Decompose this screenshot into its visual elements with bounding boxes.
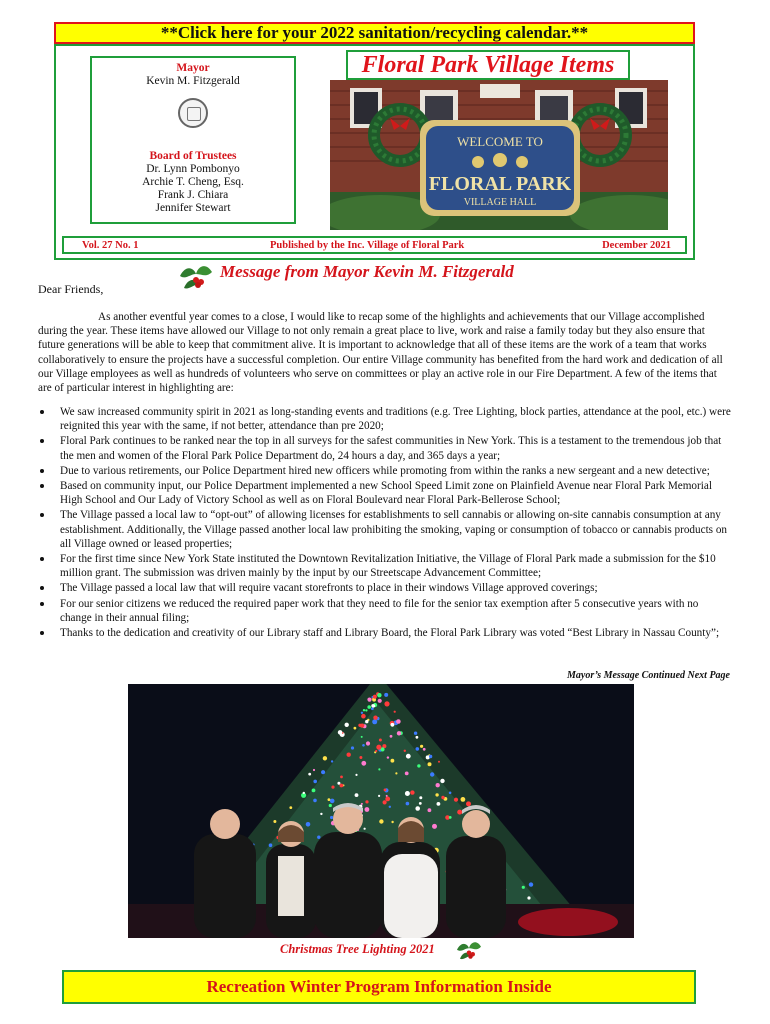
photo-caption: Christmas Tree Lighting 2021: [280, 942, 435, 956]
list-item: The Village passed a local law to “opt-out” of allowing licenses for establishments to sell cannabis or allowing on-site cannabis consumption at any establishment. Additionally, the Village passed another local law prohibiting the smoking, vaping or consumption of tobacco or cannabis products on all Village owned or leased properties;: [38, 508, 732, 551]
greeting: Dear Friends,: [38, 282, 104, 296]
tree-light: [378, 699, 382, 703]
tree-light: [364, 828, 366, 830]
tree-light: [391, 759, 395, 763]
tree-light: [420, 745, 423, 748]
tree-light: [454, 798, 458, 802]
tree-light: [340, 784, 344, 788]
tree-light: [313, 769, 315, 771]
publisher-line: Published by the Inc. Village of Floral Park: [270, 240, 465, 251]
tree-light: [361, 736, 363, 738]
tree-light: [303, 792, 305, 794]
intro-paragraph: As another eventful year comes to a close, I would like to recap some of the highlights and achievements that our Village accomplished during the year. These items have allowed our Village to not only remain a great place to live, work and raise a family today but they also ensure that future generations will be able to keep that commitment alive. It is important to acknowledge that all of these items are the work of a team that works collaboratively to ensure the projects have a successful completion. Our entire Village community has benefited from the hard work and dedication of all our Village employees as well as hundreds of volunteers who serve on committees or play an active role in our Fire Department. A few of the items that are of particular interest in highlighting are:: [38, 311, 723, 395]
officials-box: [90, 56, 296, 224]
newsletter-title: Floral Park Village Items: [346, 50, 630, 80]
tree-light: [429, 755, 432, 758]
tree-light: [313, 799, 317, 803]
highlights-list: [38, 405, 732, 641]
tree-light: [361, 714, 366, 719]
tree-light: [389, 806, 391, 808]
tree-light: [416, 747, 420, 751]
tree-light: [428, 808, 432, 812]
tree-light: [415, 806, 420, 811]
tree-light: [396, 719, 401, 724]
tree-light: [437, 802, 441, 806]
tree-light: [457, 810, 462, 815]
list-item: Floral Park continues to be ranked near the top in all surveys for the safest communities in New York. This is a testament to the tremendous job that the men and women of the Floral Park Police Department do, 24 hours a day, and 365 days a year;: [38, 434, 732, 462]
tree-light: [328, 798, 331, 801]
trustee-name: Frank J. Chiara: [157, 189, 229, 201]
tree-light: [367, 698, 371, 702]
tree-light: [321, 770, 325, 774]
tree-light: [313, 780, 317, 784]
tree-light: [361, 761, 366, 766]
trustee-name: Dr. Lynn Pombonyo: [146, 163, 240, 175]
tree-light: [406, 802, 410, 806]
recreation-program-banner[interactable]: Recreation Winter Program Information Inside: [62, 970, 696, 1004]
tree-light: [390, 735, 393, 738]
masthead: [54, 44, 695, 260]
tree-light: [384, 789, 387, 792]
tree-light: [377, 693, 381, 697]
tree-light: [373, 695, 377, 699]
tree-light: [338, 730, 343, 735]
tree-light: [383, 800, 387, 804]
tree-light: [410, 790, 414, 794]
tree-light: [387, 756, 389, 758]
sanitation-calendar-link[interactable]: **Click here for your 2022 sanitation/recycling calendar.**: [54, 22, 695, 44]
tree-light: [363, 709, 365, 711]
tree-light: [376, 745, 381, 750]
tree-light: [355, 793, 359, 797]
tree-light: [529, 882, 533, 886]
tree-light: [379, 739, 382, 742]
tree-light: [384, 693, 388, 697]
tree-light: [461, 797, 466, 802]
tree-light: [365, 720, 368, 723]
tree-light: [375, 750, 377, 752]
tree-light: [367, 705, 371, 709]
tree-light: [365, 807, 370, 812]
holly-icon: [176, 258, 216, 292]
tree-light: [365, 709, 367, 711]
message-heading: Message from Mayor Kevin M. Fitzgerald: [220, 262, 514, 281]
tree-light: [330, 799, 335, 804]
tree-light: [438, 761, 440, 763]
village-seal-icon: [178, 98, 208, 128]
tree-light: [395, 772, 397, 774]
tree-light: [404, 750, 406, 752]
tree-light: [414, 732, 417, 735]
tree-light: [419, 796, 422, 799]
tree-light: [391, 723, 395, 727]
tree-light: [522, 886, 525, 889]
tree-light: [289, 806, 292, 809]
tree-light: [417, 764, 420, 767]
tree-light: [331, 786, 334, 789]
issue-date: December 2021: [602, 240, 671, 251]
tree-light: [405, 772, 409, 776]
tree-light: [416, 736, 419, 739]
tree-light: [366, 741, 370, 745]
tree-light: [449, 792, 452, 795]
village-hall-photo: [330, 80, 668, 230]
tree-light: [371, 704, 374, 707]
holly-icon: [454, 936, 484, 962]
tree-light: [362, 744, 365, 747]
tree-light: [329, 804, 332, 807]
issue-volume: Vol. 27 No. 1: [82, 240, 139, 251]
tree-light: [419, 802, 422, 805]
tree-light: [323, 756, 327, 760]
tree-light: [430, 772, 434, 776]
tree-light: [372, 719, 377, 724]
tree-light: [441, 796, 444, 799]
list-item: For the first time since New York State instituted the Downtown Revitalization Initiative, the Village of Floral Park made a submission for the $10 million grant. The submission was driven mainly by the input by our Streetscape Advancement Committee;: [38, 552, 732, 580]
tree-light: [361, 803, 363, 805]
tree-light: [440, 779, 444, 783]
tree-light: [320, 813, 322, 815]
tree-light: [351, 746, 354, 749]
tree-light: [527, 896, 530, 899]
tree-light: [394, 711, 396, 713]
tree-light: [466, 801, 471, 806]
tree-light: [269, 843, 273, 847]
tree-light: [306, 822, 311, 827]
tree-light: [359, 756, 362, 759]
sign-welcome: WELCOME TO: [457, 134, 543, 149]
list-item: Due to various retirements, our Police Department hired new officers while promoting from within the ranks a new sergeant and a new detective;: [38, 464, 732, 478]
list-item: The Village passed a local law that will require vacant storefronts to place in their windows Village approved coverings;: [38, 581, 732, 595]
tree-light: [386, 795, 388, 797]
list-item: We saw increased community spirit in 2021 as long-standing events and traditions (e.g. Tree Lighting, block parties, attendance at the pool, etc.) were reignited this year with the same, if not better, attendance than pre 2020;: [38, 405, 732, 433]
tree-lighting-photo: [128, 684, 634, 938]
tree-light: [432, 824, 437, 829]
tree-light: [361, 712, 363, 714]
sign-floral-park: FLORAL PARK: [428, 173, 572, 195]
tree-light: [331, 760, 333, 762]
list-item: Thanks to the dedication and creativity of our Library staff and Library Board, the Floral Park Library was voted “Best Library in Nassau County”;: [38, 626, 732, 640]
tree-light: [391, 821, 393, 823]
tree-light: [345, 723, 349, 727]
tree-light: [423, 748, 426, 751]
tree-light: [428, 762, 432, 766]
board-label: Board of Trustees: [149, 150, 237, 162]
tree-light: [436, 783, 440, 787]
trustee-name: Archie T. Cheng, Esq.: [142, 176, 244, 188]
list-item: Based on community input, our Police Department implemented a new School Speed Limit zone on Plainfield Avenue near Floral Park Memorial High School and Our Lady of Victory School as well as on Floral Boulevard near Floral Park-Bellerose School;: [38, 479, 732, 507]
tree-light: [385, 797, 390, 802]
mayor-label: Mayor: [176, 62, 210, 74]
tree-light: [312, 789, 316, 793]
tree-light: [354, 727, 357, 730]
tree-light: [378, 795, 380, 797]
tree-light: [360, 724, 364, 728]
tree-light: [373, 716, 377, 720]
tree-light: [308, 773, 311, 776]
continued-note: Mayor’s Message Continued Next Page: [567, 670, 730, 681]
list-item: For our senior citizens we reduced the required paper work that they need to file for the senior tax exemption after 5 consecutive years with no change in their annual filing;: [38, 597, 732, 625]
tree-light: [449, 816, 452, 819]
tree-light: [371, 707, 374, 710]
tree-light: [406, 754, 411, 759]
trustee-name: Jennifer Stewart: [155, 202, 231, 214]
tree-light: [384, 701, 389, 706]
tree-light: [405, 791, 410, 796]
tree-light: [397, 731, 401, 735]
tree-light: [340, 776, 343, 779]
tree-light: [273, 820, 276, 823]
mayor-name: Kevin M. Fitzgerald: [146, 75, 240, 87]
tree-light: [379, 819, 383, 823]
issue-info-bar: [62, 236, 687, 254]
sign-village-hall: VILLAGE HALL: [463, 197, 537, 208]
tree-light: [317, 836, 320, 839]
tree-light: [355, 774, 357, 776]
tree-light: [347, 753, 351, 757]
tree-light: [435, 793, 438, 796]
tree-light: [378, 768, 380, 770]
tree-light: [365, 800, 368, 803]
tree-light: [330, 816, 333, 819]
